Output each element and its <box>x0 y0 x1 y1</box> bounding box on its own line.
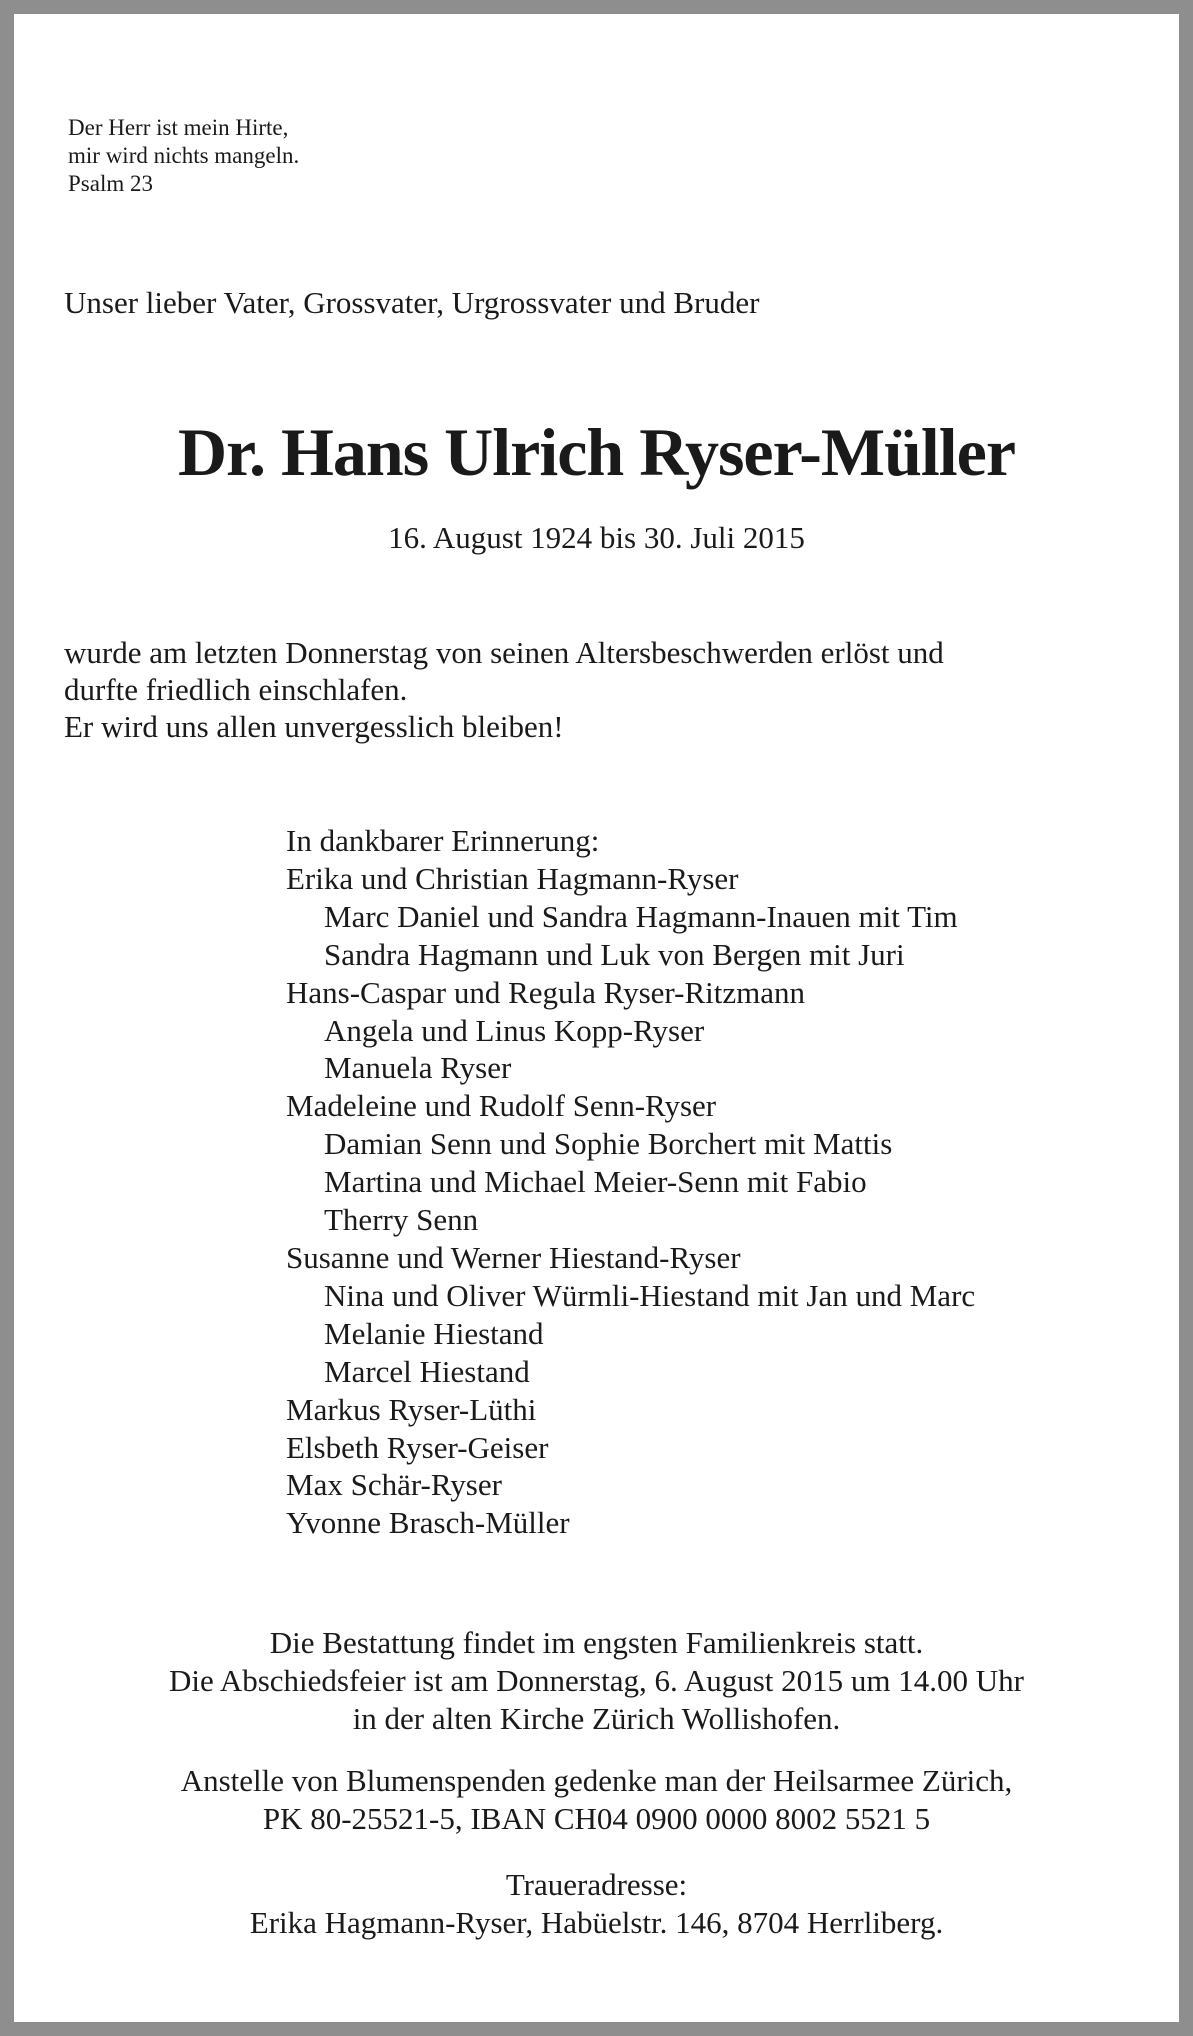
mourner-entry-sub: Melanie Hiestand <box>324 1315 544 1351</box>
mourner-entry-sub: Therry Senn <box>324 1202 479 1238</box>
life-dates: 16. August 1924 bis 30. Juli 2015 <box>388 520 805 555</box>
message-line: wurde am letzten Donnerstag von seinen Altersbeschwerden erlöst und <box>64 635 944 670</box>
mourner-entry-sub: Martina und Michael Meier-Senn mit Fabio <box>324 1164 867 1200</box>
mourner-entry: Madeleine und Rudolf Senn-Ryser <box>286 1088 717 1124</box>
motto-line: Der Herr ist mein Hirte, <box>68 115 289 140</box>
mourner-entry: Hans-Caspar und Regula Ryser-Ritzmann <box>286 974 805 1010</box>
mourner-entry: Markus Ryser-Lüthi <box>286 1391 537 1427</box>
message-line: durfte friedlich einschlafen. <box>64 672 408 707</box>
obituary-page <box>14 14 1179 2022</box>
mourners-list <box>286 822 975 1542</box>
mourner-entry: Susanne und Werner Hiestand-Ryser <box>286 1239 741 1275</box>
mourning-address <box>14 1866 1179 1942</box>
mourners-heading: In dankbarer Erinnerung: <box>286 823 600 858</box>
motto-source: Psalm 23 <box>68 171 153 196</box>
funeral-info <box>14 1624 1179 1738</box>
psalm-motto <box>68 114 299 198</box>
mourner-entry-sub: Nina und Oliver Würmli-Hiestand mit Jan und Marc <box>324 1277 976 1313</box>
mourner-entry: Erika und Christian Hagmann-Ryser <box>286 860 739 896</box>
message-line: Er wird uns allen unvergesslich bleiben! <box>64 709 564 744</box>
mourner-entry: Elsbeth Ryser-Geiser <box>286 1429 549 1465</box>
mourner-entry-sub: Marc Daniel und Sandra Hagmann-Inauen mit Tim <box>324 898 958 934</box>
mourner-entries <box>286 860 975 1542</box>
mourner-entry-sub: Angela und Linus Kopp-Ryser <box>324 1012 705 1048</box>
funeral-line: Die Abschiedsfeier ist am Donnerstag, 6. August 2015 um 14.00 Uhr <box>169 1663 1024 1698</box>
death-message <box>64 634 944 745</box>
mourner-entry-sub: Marcel Hiestand <box>324 1353 530 1389</box>
mourner-entry-sub: Damian Senn und Sophie Borchert mit Mattis <box>324 1126 893 1162</box>
donation-info <box>14 1762 1179 1838</box>
mourner-entry: Max Schär-Ryser <box>286 1467 502 1503</box>
donation-line: Anstelle von Blumenspenden gedenke man der Heilsarmee Zürich, <box>180 1763 1013 1798</box>
funeral-line: in der alten Kirche Zürich Wollishofen. <box>352 1701 841 1736</box>
intro-line: Unser lieber Vater, Grossvater, Urgrossvater und Bruder <box>64 285 760 320</box>
donation-line: PK 80-25521-5, IBAN CH04 0900 0000 8002 5521 5 <box>262 1801 931 1836</box>
mourner-entry-sub: Manuela Ryser <box>324 1050 512 1086</box>
address-line: Erika Hagmann-Ryser, Habüelstr. 146, 8704 Herrliberg. <box>249 1905 944 1940</box>
mourner-entry-sub: Sandra Hagmann und Luk von Bergen mit Juri <box>324 936 905 972</box>
mourner-entry: Yvonne Brasch-Müller <box>286 1505 570 1541</box>
motto-line: mir wird nichts mangeln. <box>68 143 300 168</box>
deceased-name: Dr. Hans Ulrich Ryser-Müller <box>177 414 1016 490</box>
funeral-line: Die Bestattung findet im engsten Familienkreis statt. <box>269 1625 924 1660</box>
address-label: Traueradresse: <box>505 1867 688 1902</box>
